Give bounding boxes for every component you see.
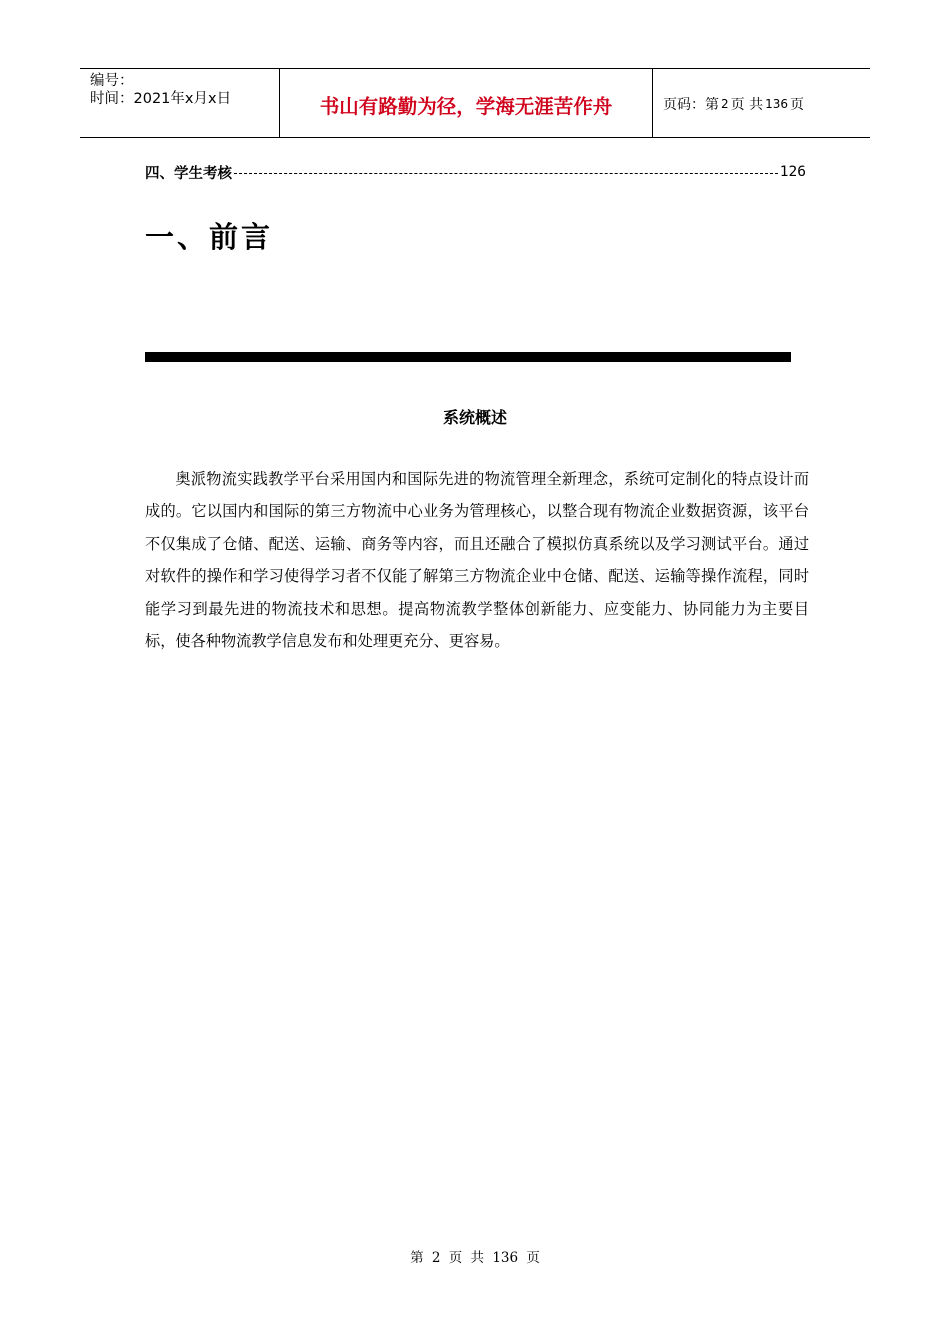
header-motto: 书山有路勤为径，学海无涯苦作舟 <box>280 69 653 137</box>
toc-entry-page: 126 <box>779 164 806 180</box>
divider-bar <box>145 352 791 362</box>
toc-entry[interactable] <box>145 160 806 184</box>
page-current: 2 <box>721 97 729 111</box>
header-page-info <box>653 69 870 137</box>
page-header <box>80 68 870 138</box>
body-paragraph: 奥派物流实践教学平台采用国内和国际先进的物流管理全新理念，系统可定制化的特点设计而成的。它以国内和国际的第三方物流中心业务为管理核心，以整合现有物流企业数据资源，该平台不仅集成了仓储、配送、运输、商务等内容，而且还融合了模拟仿真系统以及学习测试平台。通过对软件的操作和学习使得学习者不仅能了解第三方物流企业中仓储、配送、运输等操作流程，同时能学习到最先进的物流技术和思想。提高物流教学整体创新能力、应变能力、协同能力为主要目标，使各种物流教学信息发布和处理更充分、更容易。 <box>145 470 809 651</box>
page-suffix: 页 <box>790 97 804 113</box>
page-mid: 页 共 <box>730 97 764 113</box>
chapter-title: 一、前言 <box>145 220 274 254</box>
page-footer: 第 2 页 共 136 页 <box>410 1250 540 1266</box>
code-label: 编号： <box>90 73 134 89</box>
section-title: 系统概述 <box>442 408 507 427</box>
date-label: 时间：2021年x月x日 <box>90 91 232 107</box>
toc-leader <box>234 173 778 174</box>
toc-entry-label: 四、学生考核 <box>145 165 232 182</box>
header-meta <box>80 69 280 137</box>
page-total: 136 <box>765 97 788 111</box>
page-prefix: 页码：第 <box>663 97 719 113</box>
